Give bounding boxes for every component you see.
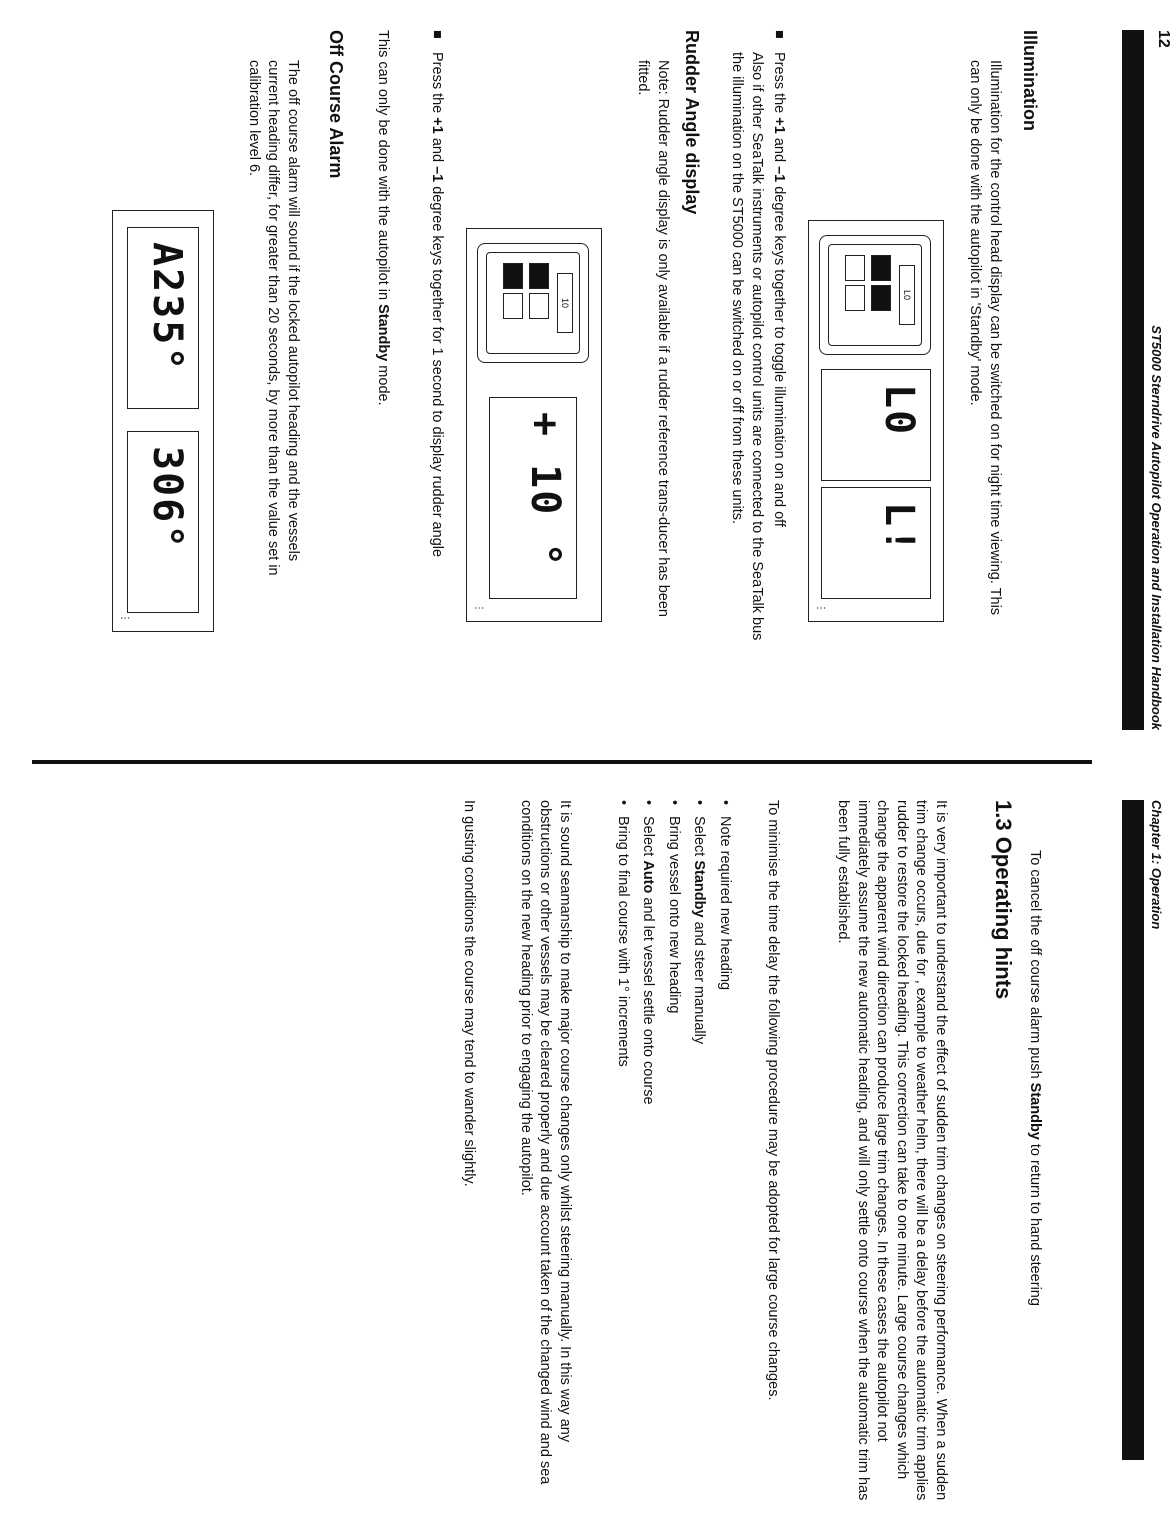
- key: [529, 263, 549, 289]
- text: and: [429, 133, 445, 167]
- control-head-keypad: [477, 243, 589, 363]
- lcd-main-text: L0: [876, 384, 922, 437]
- key-minus1: –1: [429, 166, 445, 183]
- section-heading: 1.3 Operating hints: [991, 800, 1016, 1000]
- dots-icon: ⋮: [815, 603, 826, 613]
- lcd-locked-heading: [127, 227, 199, 409]
- key: [845, 285, 865, 311]
- text: This can only be done with the autopilot in: [375, 30, 391, 305]
- alarm-heading: Off Course Alarm: [326, 30, 346, 179]
- text: mode.: [375, 361, 391, 406]
- keypad-small-display: L0: [899, 265, 915, 325]
- step-item: [663, 800, 683, 1500]
- lcd-alarm-left-text: A235°: [144, 242, 190, 373]
- key: [871, 285, 891, 311]
- header-band: [1122, 30, 1144, 730]
- alarm-figure: [112, 210, 214, 632]
- key: [529, 293, 549, 319]
- text: to return to hand steering: [1027, 1139, 1043, 1306]
- text: and let vessel settle onto course: [640, 893, 657, 1105]
- rudder-standby-note: [372, 30, 392, 640]
- rudder-heading: Rudder Angle display: [682, 30, 702, 215]
- keyword-standby: Standby: [1027, 1082, 1043, 1140]
- page-number: 12: [1155, 30, 1172, 48]
- rudder-note: Note: Rudder angle display is only available if a rudder reference trans-ducer has been fitted.: [635, 60, 671, 617]
- text: Bring vessel onto new heading: [665, 816, 682, 1014]
- lcd-display: [489, 397, 577, 599]
- keyword-standby: Standby: [375, 304, 391, 362]
- procedure-steps: [606, 800, 734, 1500]
- illumination-note: Also if other SeaTalk instruments or autopilot control units are connected to the SeaTalk bus the illumination on the ST5000 can be switched on or off from these units.: [729, 52, 765, 641]
- running-head: ST5000 Sterndrive Autopilot Operation and Installation Handbook: [1149, 325, 1164, 730]
- hints-paragraph-3: It is sound seamanship to make major course changes only whilst steering manually. In this way any obstructions or other vessels may be cleared properly and due account taken of the changed wind and sea conditions on the new heading prior to engaging the autopilot.: [517, 800, 573, 1485]
- lcd-display-sub: [821, 487, 931, 599]
- illumination-instruction: [768, 30, 788, 662]
- alarm-text: The off course alarm will sound if the locked autopilot heading and the vessels current heading differ, for greater than 20 seconds, by more than the value set in calibration level 6.: [245, 60, 301, 576]
- text: degree keys together for 1 second to display rudder angle: [429, 182, 445, 558]
- step-item: [714, 800, 734, 1500]
- keyword-auto: Auto: [640, 860, 657, 894]
- hints-paragraph-4: In gusting conditions the course may tend to wander slightly.: [461, 800, 477, 1187]
- text: degree keys together to toggle illumination on and off: [771, 182, 787, 527]
- keypad-small-display: 10: [557, 273, 573, 333]
- right-page: [0, 770, 1172, 1540]
- chapter-running-head: Chapter 1: Operation: [1149, 800, 1164, 930]
- text: Press the: [771, 52, 787, 118]
- dots-icon: ⋮: [119, 613, 130, 623]
- header-band: [1122, 800, 1144, 1460]
- rudder-figure: [466, 228, 602, 622]
- keyword-standby: Standby: [691, 860, 708, 918]
- text: Select: [691, 816, 708, 861]
- step-item: [612, 800, 632, 1500]
- text: and: [771, 133, 787, 167]
- binding-rule: [32, 760, 1092, 764]
- text: To cancel the off course alarm push: [1027, 850, 1043, 1083]
- hints-paragraph-2: To minimise the time delay the following procedure may be adopted for large course changes.: [765, 800, 781, 1401]
- text: Bring to final course with 1° increments: [614, 816, 631, 1067]
- lcd-sub-text: L!: [876, 502, 922, 555]
- key-minus1: –1: [771, 166, 787, 183]
- hints-paragraph-1: It is very important to understand the effect of sudden trim changes on steering performance. When a sudden trim change occurs, due for , example to weather helm, there will be a delay before the automatic trim applies rudder to restore the locked heading. This correction can take to one minute. Large course changes which change the apparent wind direction can produce large trim changes. In these cases the autopilot not immediately assume the new automatic heading, and will only settle onto course when the automatic trim has been fully established.: [835, 800, 949, 1501]
- lcd-display: [821, 369, 931, 481]
- key: [503, 263, 523, 289]
- text: and steer manually: [691, 917, 708, 1045]
- key-plus1: +1: [771, 117, 787, 134]
- step-item: [638, 800, 658, 1500]
- illumination-intro: Illumination for the control head display can be switched on for night time viewing. This can only be done with the autopilot in 'Standby' mode.: [967, 60, 1003, 616]
- lcd-current-heading: [127, 431, 199, 613]
- key: [503, 293, 523, 319]
- text: Select: [640, 816, 657, 861]
- key: [871, 255, 891, 281]
- illumination-heading: Illumination: [1020, 30, 1040, 131]
- lcd-rudder-text: + 10 °: [522, 412, 568, 569]
- rudder-instruction: [426, 30, 446, 662]
- text: Press the: [429, 52, 445, 118]
- illumination-figure: [808, 220, 944, 622]
- key: [845, 255, 865, 281]
- step-item: [689, 800, 709, 1500]
- control-head-keypad: [819, 235, 931, 355]
- key-plus1: +1: [429, 117, 445, 134]
- lcd-alarm-right-text: 306°: [144, 446, 190, 551]
- cancel-instruction: [1024, 850, 1044, 1510]
- text: Note required new heading: [717, 816, 733, 991]
- dots-icon: ⋮: [473, 603, 484, 613]
